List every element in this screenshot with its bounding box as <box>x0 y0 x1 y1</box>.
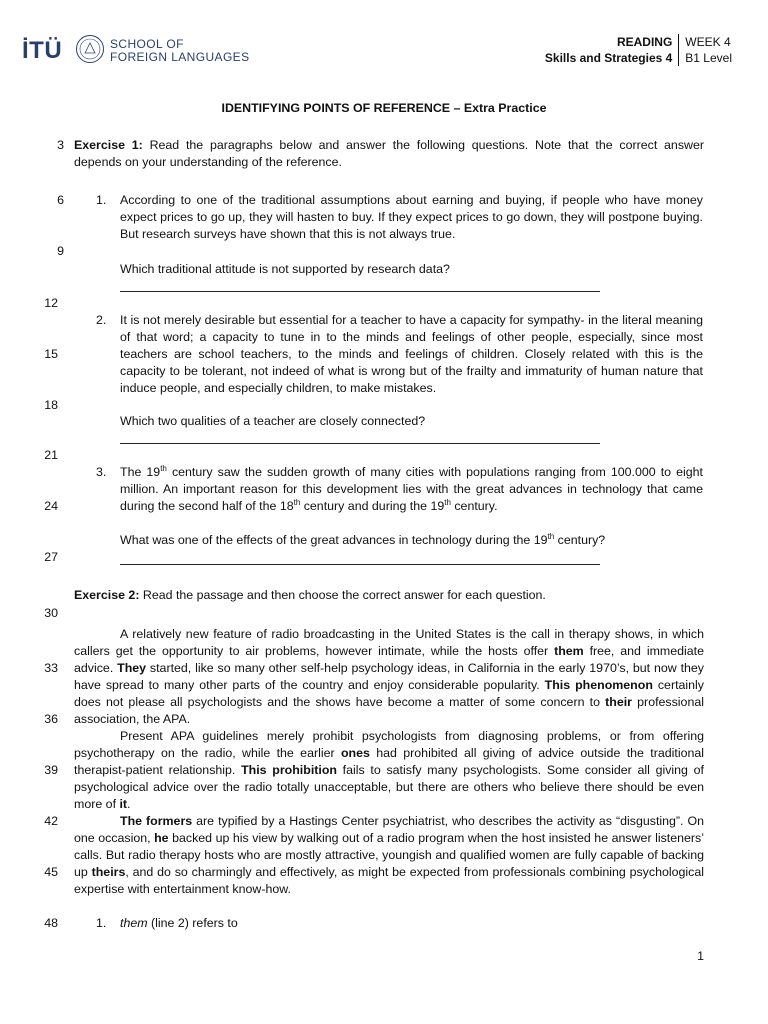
line-number: 39 <box>44 763 58 777</box>
passage-text: free, and immediate advice. <box>74 644 704 675</box>
itu-logo: İTÜ <box>22 37 63 64</box>
reference-word: he <box>154 831 169 845</box>
item3-sup: th <box>444 497 451 507</box>
university-seal-icon <box>75 34 105 64</box>
course-title: READING <box>616 35 673 49</box>
item1-paragraph: According to one of the traditional assumptions about earning and buying, if people who have money expect prices to go up, they will hasten to buy. If they expect prices to go down, they will postpone buying. But research surveys have shown that this is not always true. <box>120 193 703 241</box>
line-number: 18 <box>44 398 58 412</box>
passage-paragraph-2 <box>74 728 704 813</box>
exercise2-label: Exercise 2: <box>74 588 140 602</box>
item3-text-d: century. <box>450 499 498 513</box>
school-line-2: FOREIGN LANGUAGES <box>110 50 250 64</box>
passage-text: A relatively new feature of radio broadcasting in the United States is the call in therapy shows, in which callers get the opportunity to air problems, however intimate, while the hosts offer <box>74 627 704 658</box>
exercise1-text: Read the paragraphs below and answer the following questions. Note that the correct answer depends on your understanding of the reference. <box>74 138 704 169</box>
item3-question-a: What was one of the effects of the great advances in technology during the 19 <box>120 533 548 547</box>
item3-text-a: The 19 <box>120 465 161 479</box>
question-word: them <box>120 916 148 930</box>
item2-number: 2. <box>96 313 107 327</box>
line-number: 42 <box>44 814 58 828</box>
item2-paragraph: It is not merely desirable but essential for a teacher to have a capacity for sympathy- in the literal meaning of that word; a capacity to tune in to the minds and feelings of other people, especially, since most teachers are school teachers, to the minds and feelings of children. Closely related with this is the capacity to be tolerant, not indeed of what is wrong but of the frailty and immaturity of human nature that induce people, and especially children, to make mistakes. <box>120 313 703 395</box>
reference-word: it <box>119 797 128 811</box>
page-title: IDENTIFYING POINTS OF REFERENCE – Extra Practice <box>221 101 547 115</box>
line-number: 3 <box>57 138 64 152</box>
reference-word: This prohibition <box>241 763 337 777</box>
reference-word: They <box>117 661 147 675</box>
passage-text: professional association, the APA. <box>74 695 704 726</box>
passage-text: are typified by a Hastings Center psychiatrist, who describes the activity as “disgusting”. On one occasion, <box>74 814 705 845</box>
ex2-question1 <box>120 915 703 932</box>
item3-sup: th <box>160 463 167 473</box>
line-number: 24 <box>44 499 58 513</box>
exercise2-text: Read the passage and then choose the correct answer for each question. <box>142 588 546 602</box>
line-number: 15 <box>44 347 58 361</box>
item3-sup: th <box>547 531 555 541</box>
ex2-question1-number: 1. <box>96 916 107 930</box>
line-number: 30 <box>44 606 58 620</box>
question-text: (line 2) refers to <box>147 916 238 930</box>
item3-sup: th <box>293 497 301 507</box>
item3-answer-line[interactable] <box>120 564 600 565</box>
line-number: 6 <box>57 193 64 207</box>
item3-number: 3. <box>96 465 107 479</box>
passage-text: backed up his view by walking out of a radio program when the host insisted he answer listeners’ calls. But radio therapy hosts who are mostly attractive, youngish and qualified women are fully capable of backing up <box>74 831 704 879</box>
course-subtitle: Skills and Strategies 4 <box>544 51 673 65</box>
passage-text: , and do so charmingly and effectively, as might be expected from professionals combining psychological expertise with entertainment know-how. <box>74 865 704 896</box>
exercise2-instruction <box>74 587 704 604</box>
line-number: 48 <box>44 916 58 930</box>
line-number: 45 <box>44 865 58 879</box>
passage-text: fails to satisfy many psychologists. Some consider all giving of psychological advice over the radio totally unacceptable, but there are others who believe there should be even more of <box>74 763 704 811</box>
item1-question: Which traditional attitude is not supported by research data? <box>120 262 450 276</box>
line-number: 12 <box>44 296 58 310</box>
item3-paragraph <box>120 464 703 515</box>
exercise1-label: Exercise 1: <box>74 138 143 152</box>
item2-answer-line[interactable] <box>120 443 600 444</box>
reference-word: their <box>605 695 632 709</box>
line-number: 27 <box>44 550 58 564</box>
reference-word: them <box>554 644 584 658</box>
school-name <box>110 38 250 64</box>
item3-text-b: century saw the sudden growth of many cities with populations ranging from 100.000 to eight million. An important reason for this development lies with the great advances in technology that came during the second half of the 18 <box>120 465 703 513</box>
passage-paragraph-1 <box>74 626 704 728</box>
item1-answer-line[interactable] <box>120 291 600 292</box>
reference-word: theirs <box>91 865 126 879</box>
line-number: 21 <box>44 448 58 462</box>
level-label: B1 Level <box>685 51 732 65</box>
passage-text: started, like so many other self-help psychology ideas, in California in the early 1970’s, but now they have spread to many other parts of the country and enjoy considerable popularity. <box>74 661 704 692</box>
item2-question: Which two qualities of a teacher are closely connected? <box>120 414 426 428</box>
course-header <box>545 34 732 66</box>
passage-paragraph-3 <box>74 813 704 898</box>
line-number: 9 <box>57 244 64 258</box>
reference-word: ones <box>340 746 370 760</box>
item3-text-c: century and during the 19 <box>300 499 445 513</box>
reference-word: The formers <box>120 814 193 828</box>
passage-text: certainly does not please all psychologists and the shows have become a matter of some concern to <box>74 678 704 709</box>
passage-text: . <box>127 797 131 811</box>
item3-question <box>120 532 703 549</box>
page-number: 1 <box>697 949 704 963</box>
item3-question-b: century? <box>554 533 606 547</box>
item1-number: 1. <box>96 193 107 207</box>
passage-text: Present APA guidelines merely prohibit psychologists from diagnosing problems, or from offering psychotherapy on the radio, while the earlier <box>74 729 704 760</box>
passage-text: had prohibited all giving of advice outside the traditional therapist-patient relationship. <box>74 746 704 777</box>
school-line-1: SCHOOL OF <box>110 37 184 51</box>
line-number: 33 <box>44 661 58 675</box>
week-label: WEEK 4 <box>685 35 731 49</box>
reference-word: This phenomenon <box>544 678 653 692</box>
line-number: 36 <box>44 712 58 726</box>
exercise1-instruction <box>74 137 704 171</box>
